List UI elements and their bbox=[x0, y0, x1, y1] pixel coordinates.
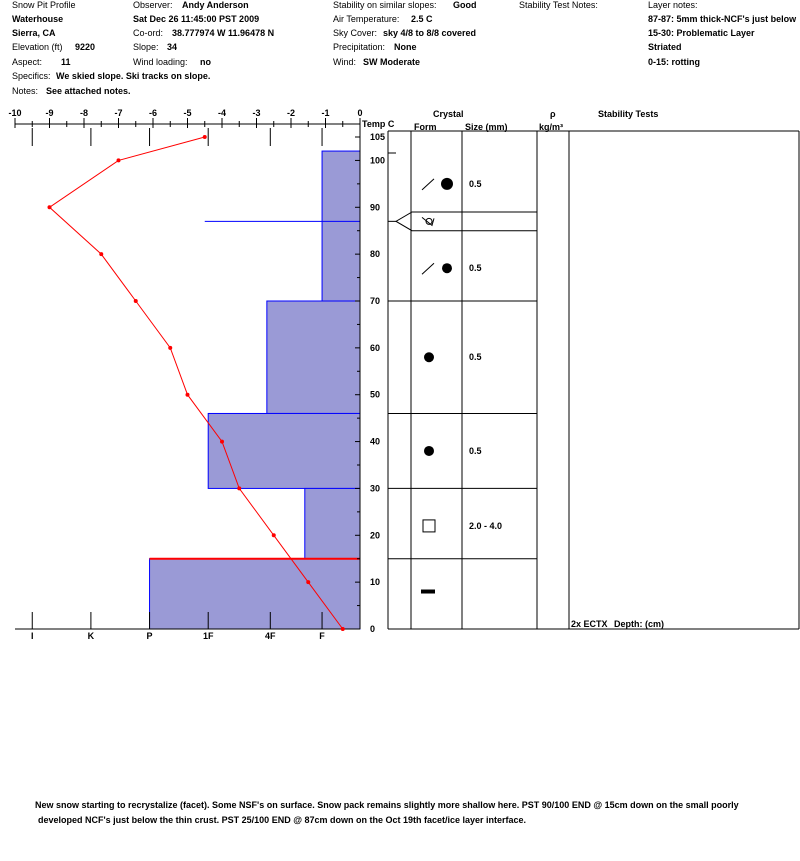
hardness-bar bbox=[150, 559, 360, 629]
stability-tests-title: Stability Tests bbox=[598, 109, 659, 119]
decomposing-fragments-icon bbox=[422, 263, 452, 274]
temperature-point bbox=[48, 205, 52, 209]
coord-label: Co-ord: bbox=[133, 28, 164, 38]
density-column-title: ρ bbox=[550, 109, 556, 119]
precipitation-value: None bbox=[394, 42, 417, 52]
stability-test-result: 2x ECTX bbox=[571, 619, 608, 629]
depth-tick-label: 70 bbox=[370, 296, 381, 306]
hardness-label: F bbox=[319, 631, 325, 641]
stability-value: Good bbox=[453, 0, 477, 10]
temperature-point bbox=[237, 486, 241, 490]
stability-test-depth-label: Depth: (cm) bbox=[614, 619, 664, 629]
hardness-bar bbox=[305, 488, 360, 558]
depth-tick-label: 30 bbox=[370, 483, 381, 494]
depth-tick-label: 60 bbox=[370, 342, 381, 353]
footer-note-line2: developed NCF's just below the thin crust. PST 25/100 END @ 87cm down on the Oct 19th facet/ice layer interface. bbox=[38, 815, 527, 825]
region-name: Sierra, CA bbox=[12, 28, 56, 38]
specifics-value: We skied slope. Ski tracks on slope. bbox=[56, 71, 211, 81]
crystal-size-label: 0.5 bbox=[469, 352, 482, 363]
faceted-icon bbox=[423, 520, 435, 532]
aspect-value: 11 bbox=[61, 57, 71, 67]
temp-tick-label: 0 bbox=[357, 108, 363, 118]
depth-tick-label: 105 bbox=[370, 132, 386, 142]
temperature-point bbox=[134, 299, 138, 303]
layer-note: Striated bbox=[648, 42, 682, 52]
temp-tick-label: -3 bbox=[252, 108, 261, 118]
elevation-value: 9220 bbox=[75, 42, 96, 52]
temp-tick-label: -9 bbox=[45, 108, 54, 118]
coord-value: 38.777974 W 11.96478 N bbox=[172, 28, 275, 38]
depth-tick-label: 90 bbox=[370, 202, 381, 213]
temp-tick-label: -6 bbox=[148, 108, 158, 118]
layer-note: 15-30: Problematic Layer bbox=[648, 28, 755, 38]
air-temp-value: 2.5 C bbox=[411, 14, 433, 24]
depth-tick-label: 0 bbox=[370, 624, 376, 634]
crystal-size-label: 0.5 bbox=[469, 445, 482, 456]
hardness-bar bbox=[267, 301, 360, 413]
temperature-point bbox=[117, 158, 121, 162]
depth-tick-label: 20 bbox=[370, 530, 381, 541]
observation-date: Sat Dec 26 11:45:00 PST 2009 bbox=[133, 14, 260, 24]
temperature-point bbox=[99, 252, 103, 256]
temp-tick-label: -1 bbox=[321, 108, 330, 118]
depth-tick-label: 10 bbox=[370, 577, 381, 588]
temperature-point bbox=[220, 440, 224, 444]
stability-test-notes-label: Stability Test Notes: bbox=[519, 0, 598, 10]
notes-label: Notes: bbox=[12, 86, 39, 96]
depth-tick-label: 40 bbox=[370, 436, 381, 447]
wind-label: Wind: bbox=[333, 57, 357, 67]
hardness-label: I bbox=[30, 631, 34, 641]
temperature-point bbox=[186, 393, 190, 397]
hardness-label: 4F bbox=[265, 631, 276, 641]
wind-loading-value: no bbox=[200, 57, 211, 67]
slope-label: Slope: bbox=[133, 42, 159, 52]
interface-band-outline bbox=[396, 212, 537, 231]
crystal-size-label: 2.0 - 4.0 bbox=[469, 520, 503, 531]
aspect-label: Aspect: bbox=[12, 57, 43, 67]
form-column-label: Form bbox=[414, 122, 437, 132]
wind-loading-label: Wind loading: bbox=[133, 57, 188, 67]
footer-note-line1: New snow starting to recrystalize (facet). Some NSF's on surface. Snow pack remains slightly more shallow here. PST 90/100 END @ 15cm down on the small poorly bbox=[35, 800, 739, 810]
hardness-label: P bbox=[146, 631, 153, 641]
crystal-column-title: Crystal bbox=[433, 109, 464, 119]
location-name: Waterhouse bbox=[12, 14, 64, 24]
temperature-point bbox=[203, 135, 207, 139]
size-column-label: Size (mm) bbox=[465, 122, 508, 132]
sky-cover-label: Sky Cover: bbox=[333, 28, 378, 38]
specifics-label: Specifics: bbox=[12, 71, 51, 81]
temp-axis-label: Temp C bbox=[362, 119, 395, 129]
observer-label: Observer: bbox=[133, 0, 173, 10]
temp-tick-label: -8 bbox=[79, 108, 89, 118]
layer-note: 87-87: 5mm thick-NCF's just below bbox=[648, 14, 797, 24]
temperature-point bbox=[168, 346, 172, 350]
rounds-icon bbox=[424, 446, 434, 456]
layer-note: 0-15: rotting bbox=[648, 57, 701, 67]
profile-title: Snow Pit Profile bbox=[12, 0, 76, 10]
wind-value: SW Moderate bbox=[363, 57, 421, 67]
layer-notes-label: Layer notes: bbox=[648, 0, 698, 10]
depth-tick-label: 80 bbox=[370, 249, 381, 260]
temperature-point bbox=[306, 580, 310, 584]
temp-tick-label: -2 bbox=[286, 108, 296, 118]
elevation-label: Elevation (ft) bbox=[12, 42, 63, 52]
crystal-size-label: 0.5 bbox=[469, 263, 482, 274]
depth-tick-label: 50 bbox=[370, 389, 381, 400]
hardness-label: K bbox=[87, 631, 95, 641]
temp-tick-label: -4 bbox=[217, 108, 227, 118]
melt-freeze-crust-icon bbox=[421, 590, 435, 594]
temp-tick-label: -7 bbox=[114, 108, 123, 118]
observer-value: Andy Anderson bbox=[182, 0, 249, 10]
density-unit-label: kg/m³ bbox=[539, 122, 564, 132]
precipitation-label: Precipitation: bbox=[333, 42, 386, 52]
notes-value: See attached notes. bbox=[46, 86, 131, 96]
temperature-point bbox=[272, 533, 276, 537]
temp-tick-label: -10 bbox=[8, 108, 22, 118]
slope-value: 34 bbox=[167, 42, 178, 52]
hardness-bar bbox=[322, 151, 360, 301]
temperature-point bbox=[341, 627, 345, 631]
sky-cover-value: sky 4/8 to 8/8 covered bbox=[383, 28, 477, 38]
ice-layer-icon bbox=[422, 217, 434, 225]
hardness-label: 1F bbox=[202, 631, 214, 641]
crystal-size-label: 0.5 bbox=[469, 178, 482, 189]
depth-tick-label: 100 bbox=[370, 155, 386, 166]
air-temp-label: Air Temperature: bbox=[333, 14, 400, 24]
stability-label: Stability on similar slopes: bbox=[333, 0, 437, 10]
hardness-bar bbox=[208, 413, 360, 488]
temp-tick-label: -5 bbox=[183, 108, 192, 118]
rounds-icon bbox=[424, 352, 434, 362]
decomposing-fragments-icon bbox=[422, 178, 453, 190]
